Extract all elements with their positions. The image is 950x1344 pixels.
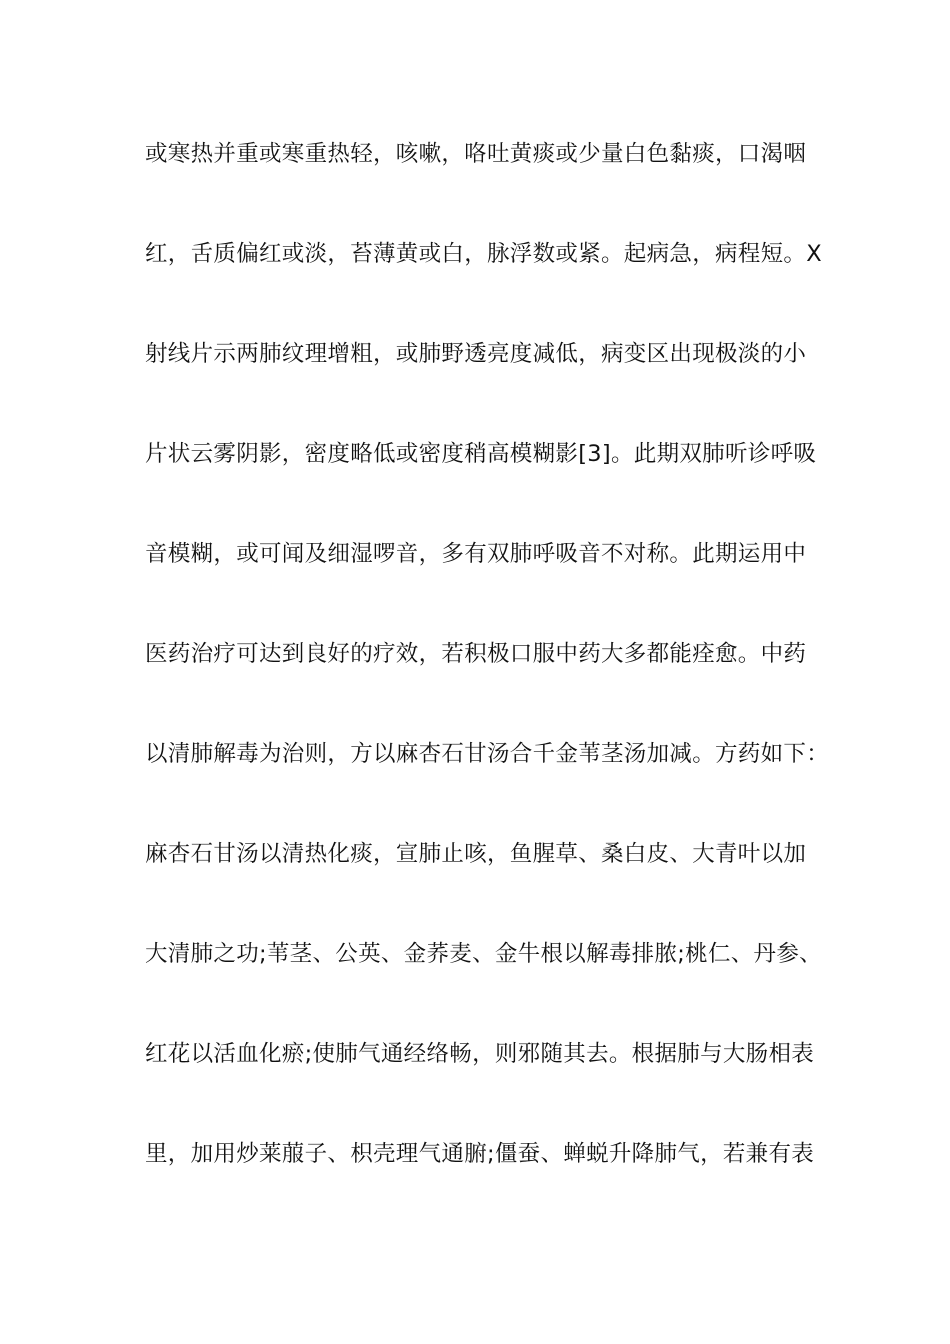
text-line: 大清肺之功;苇茎、公英、金荞麦、金牛根以解毒排脓;桃仁、丹参、 (145, 941, 822, 967)
text-line: 里，加用炒莱菔子、枳壳理气通腑;僵蚕、蝉蜕升降肺气，若兼有表 (145, 1141, 815, 1167)
text-line: 红花以活血化瘀;使肺气通经络畅，则邪随其去。根据肺与大肠相表 (145, 1041, 815, 1067)
text-line: 音模糊，或可闻及细湿啰音，多有双肺呼吸音不对称。此期运用中 (145, 541, 807, 567)
text-line: 红，舌质偏红或淡，苔薄黄或白，脉浮数或紧。起病急，病程短。X (145, 241, 822, 267)
text-line: 射线片示两肺纹理增粗，或肺野透亮度减低，病变区出现极淡的小 (145, 341, 807, 367)
body-text (145, 128, 830, 1228)
text-line: 麻杏石甘汤以清热化痰，宣肺止咳，鱼腥草、桑白皮、大青叶以加 (145, 841, 807, 867)
text-line: 或寒热并重或寒重热轻，咳嗽，咯吐黄痰或少量白色黏痰，口渴咽 (145, 141, 807, 167)
text-line: 以清肺解毒为治则，方以麻杏石甘汤合千金苇茎汤加减。方药如下： (145, 741, 830, 767)
text-line: 片状云雾阴影，密度略低或密度稍高模糊影[3]。此期双肺听诊呼吸 (145, 441, 817, 467)
text-line: 医药治疗可达到良好的疗效，若积极口服中药大多都能痊愈。中药 (145, 641, 807, 667)
